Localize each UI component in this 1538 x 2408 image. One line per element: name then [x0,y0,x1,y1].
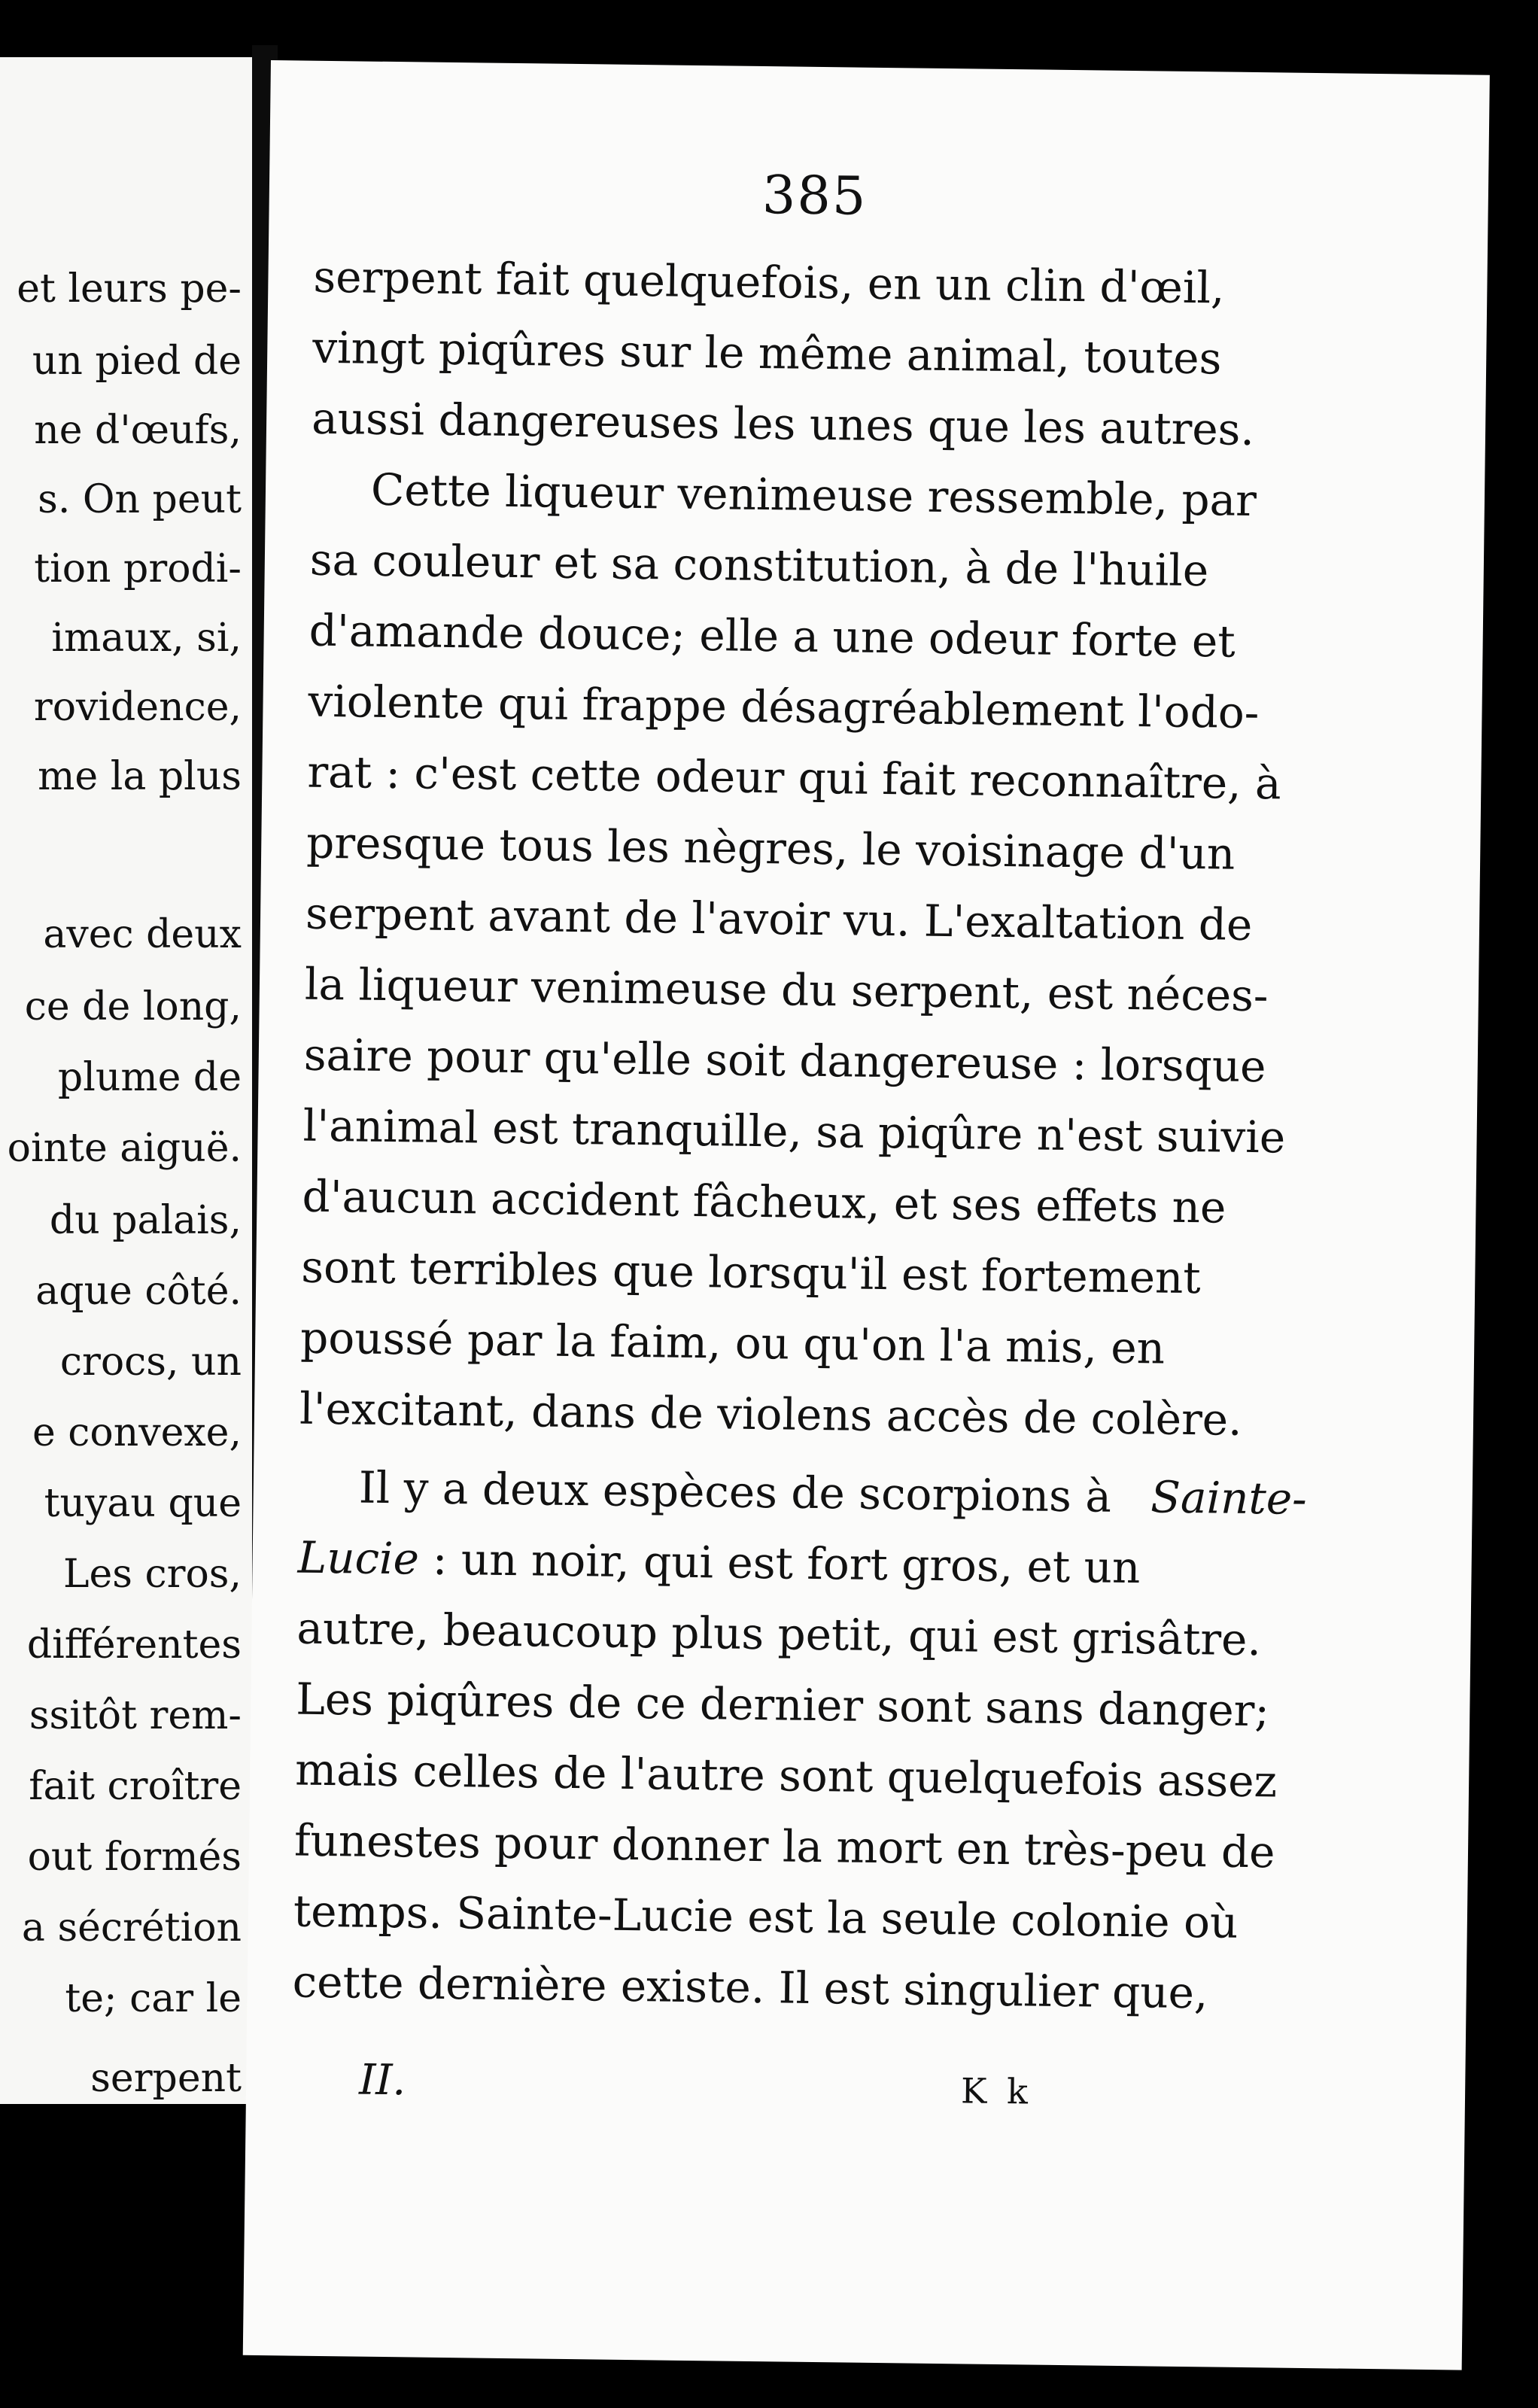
text-line: violente qui frappe désagréablement l'odo- [308,675,1260,739]
text-line [298,1461,1308,1525]
left-page-line: ne d'œufs, [34,408,242,453]
text-line: la liqueur venimeuse du serpent, est néces- [304,958,1269,1022]
book-page [243,60,1490,2370]
text-line: presque tous les nègres, le voisinage d'un [305,816,1236,880]
text-line: aussi dangereuses les unes que les autres. [311,392,1255,456]
left-page-line: fait croître [29,1764,242,1809]
text-line: mais celles de l'autre sont quelquefois assez [294,1744,1278,1808]
text-line: cette dernière existe. Il est singulier que, [292,1956,1208,2019]
text-line: l'excitant, dans de violens accès de colère. [299,1382,1242,1446]
left-page-line: ointe aiguë. [7,1126,242,1171]
left-page-line: et leurs pe- [17,266,242,312]
text-line: Les piqûres de ce dernier sont sans danger; [295,1673,1270,1737]
left-page-line: s. On peut [38,477,242,522]
text-segment: Il y a deux espèces de scorpions à [358,1461,1112,1522]
left-page-line: plume de [57,1055,242,1100]
left-page-line: out formés [27,1835,242,1880]
left-page-line: Les cros, [62,1552,242,1597]
text-line: saire pour qu'elle soit dangereuse : lorsque [303,1029,1266,1093]
signature-mark-right: K k [960,2070,1033,2112]
left-page-line: serpent [90,2056,242,2101]
previous-page-fragment [0,57,252,2104]
left-page-line: te; car le [65,1976,242,2021]
text-line: vingt piqûres sur le même animal, toutes [312,321,1222,385]
text-line: poussé par la faim, ou qu'on l'a mis, en [299,1312,1166,1374]
text-line [297,1531,1306,1594]
text-line: d'aucun accident fâcheux, et ses effets ne [302,1170,1226,1233]
left-page-line: imaux, si, [51,616,242,661]
left-page-line: tuyau que [44,1481,242,1526]
left-page-line: ssitôt rem- [29,1693,242,1738]
left-page-line: rovidence, [33,685,242,730]
text-line: autre, beaucoup plus petit, qui est grisâtre. [296,1602,1262,1666]
left-page-line: ce de long, [24,984,242,1029]
text-line: serpent avant de l'avoir vu. L'exaltation de [305,887,1253,951]
left-page-line: du palais, [49,1198,242,1243]
text-segment: : un noir, qui est fort gros, et un [432,1533,1141,1594]
left-page-line: crocs, un [59,1339,242,1385]
text-line: temps. Sainte-Lucie est la seule colonie où [293,1885,1239,1948]
italic-place-name: Sainte- [1150,1471,1308,1525]
text-line: d'amande douce; elle a une odeur forte et [309,604,1236,667]
text-line: sa couleur et sa constitution, à de l'huile [309,534,1209,597]
left-page-line: avec deux [43,912,242,957]
text-line: serpent fait quelquefois, en un clin d'œil, [313,251,1225,314]
left-page-line: aque côté. [35,1269,242,1314]
text-line: sont terribles que lorsqu'il est fortement [300,1241,1202,1304]
left-page-line: tion prodi- [34,546,242,591]
text-line: rat : c'est cette odeur qui fait reconnaître, à [307,746,1282,810]
signature-mark-left: II. [358,2055,406,2105]
text-line: l'animal est tranquille, sa piqûre n'est suivie [302,1099,1286,1163]
left-page-line: différentes [26,1622,242,1668]
left-page-line: a sécrétion [21,1905,242,1950]
text-line: Cette liqueur venimeuse ressemble, par [370,464,1257,527]
left-page-line: un pied de [32,339,242,384]
page-number: 385 [761,163,868,227]
text-line: funestes pour donner la mort en très-peu de [293,1814,1275,1878]
left-page-line: e convexe, [32,1410,242,1455]
left-page-line: me la plus [38,754,242,799]
italic-place-name: Lucie [297,1531,420,1585]
